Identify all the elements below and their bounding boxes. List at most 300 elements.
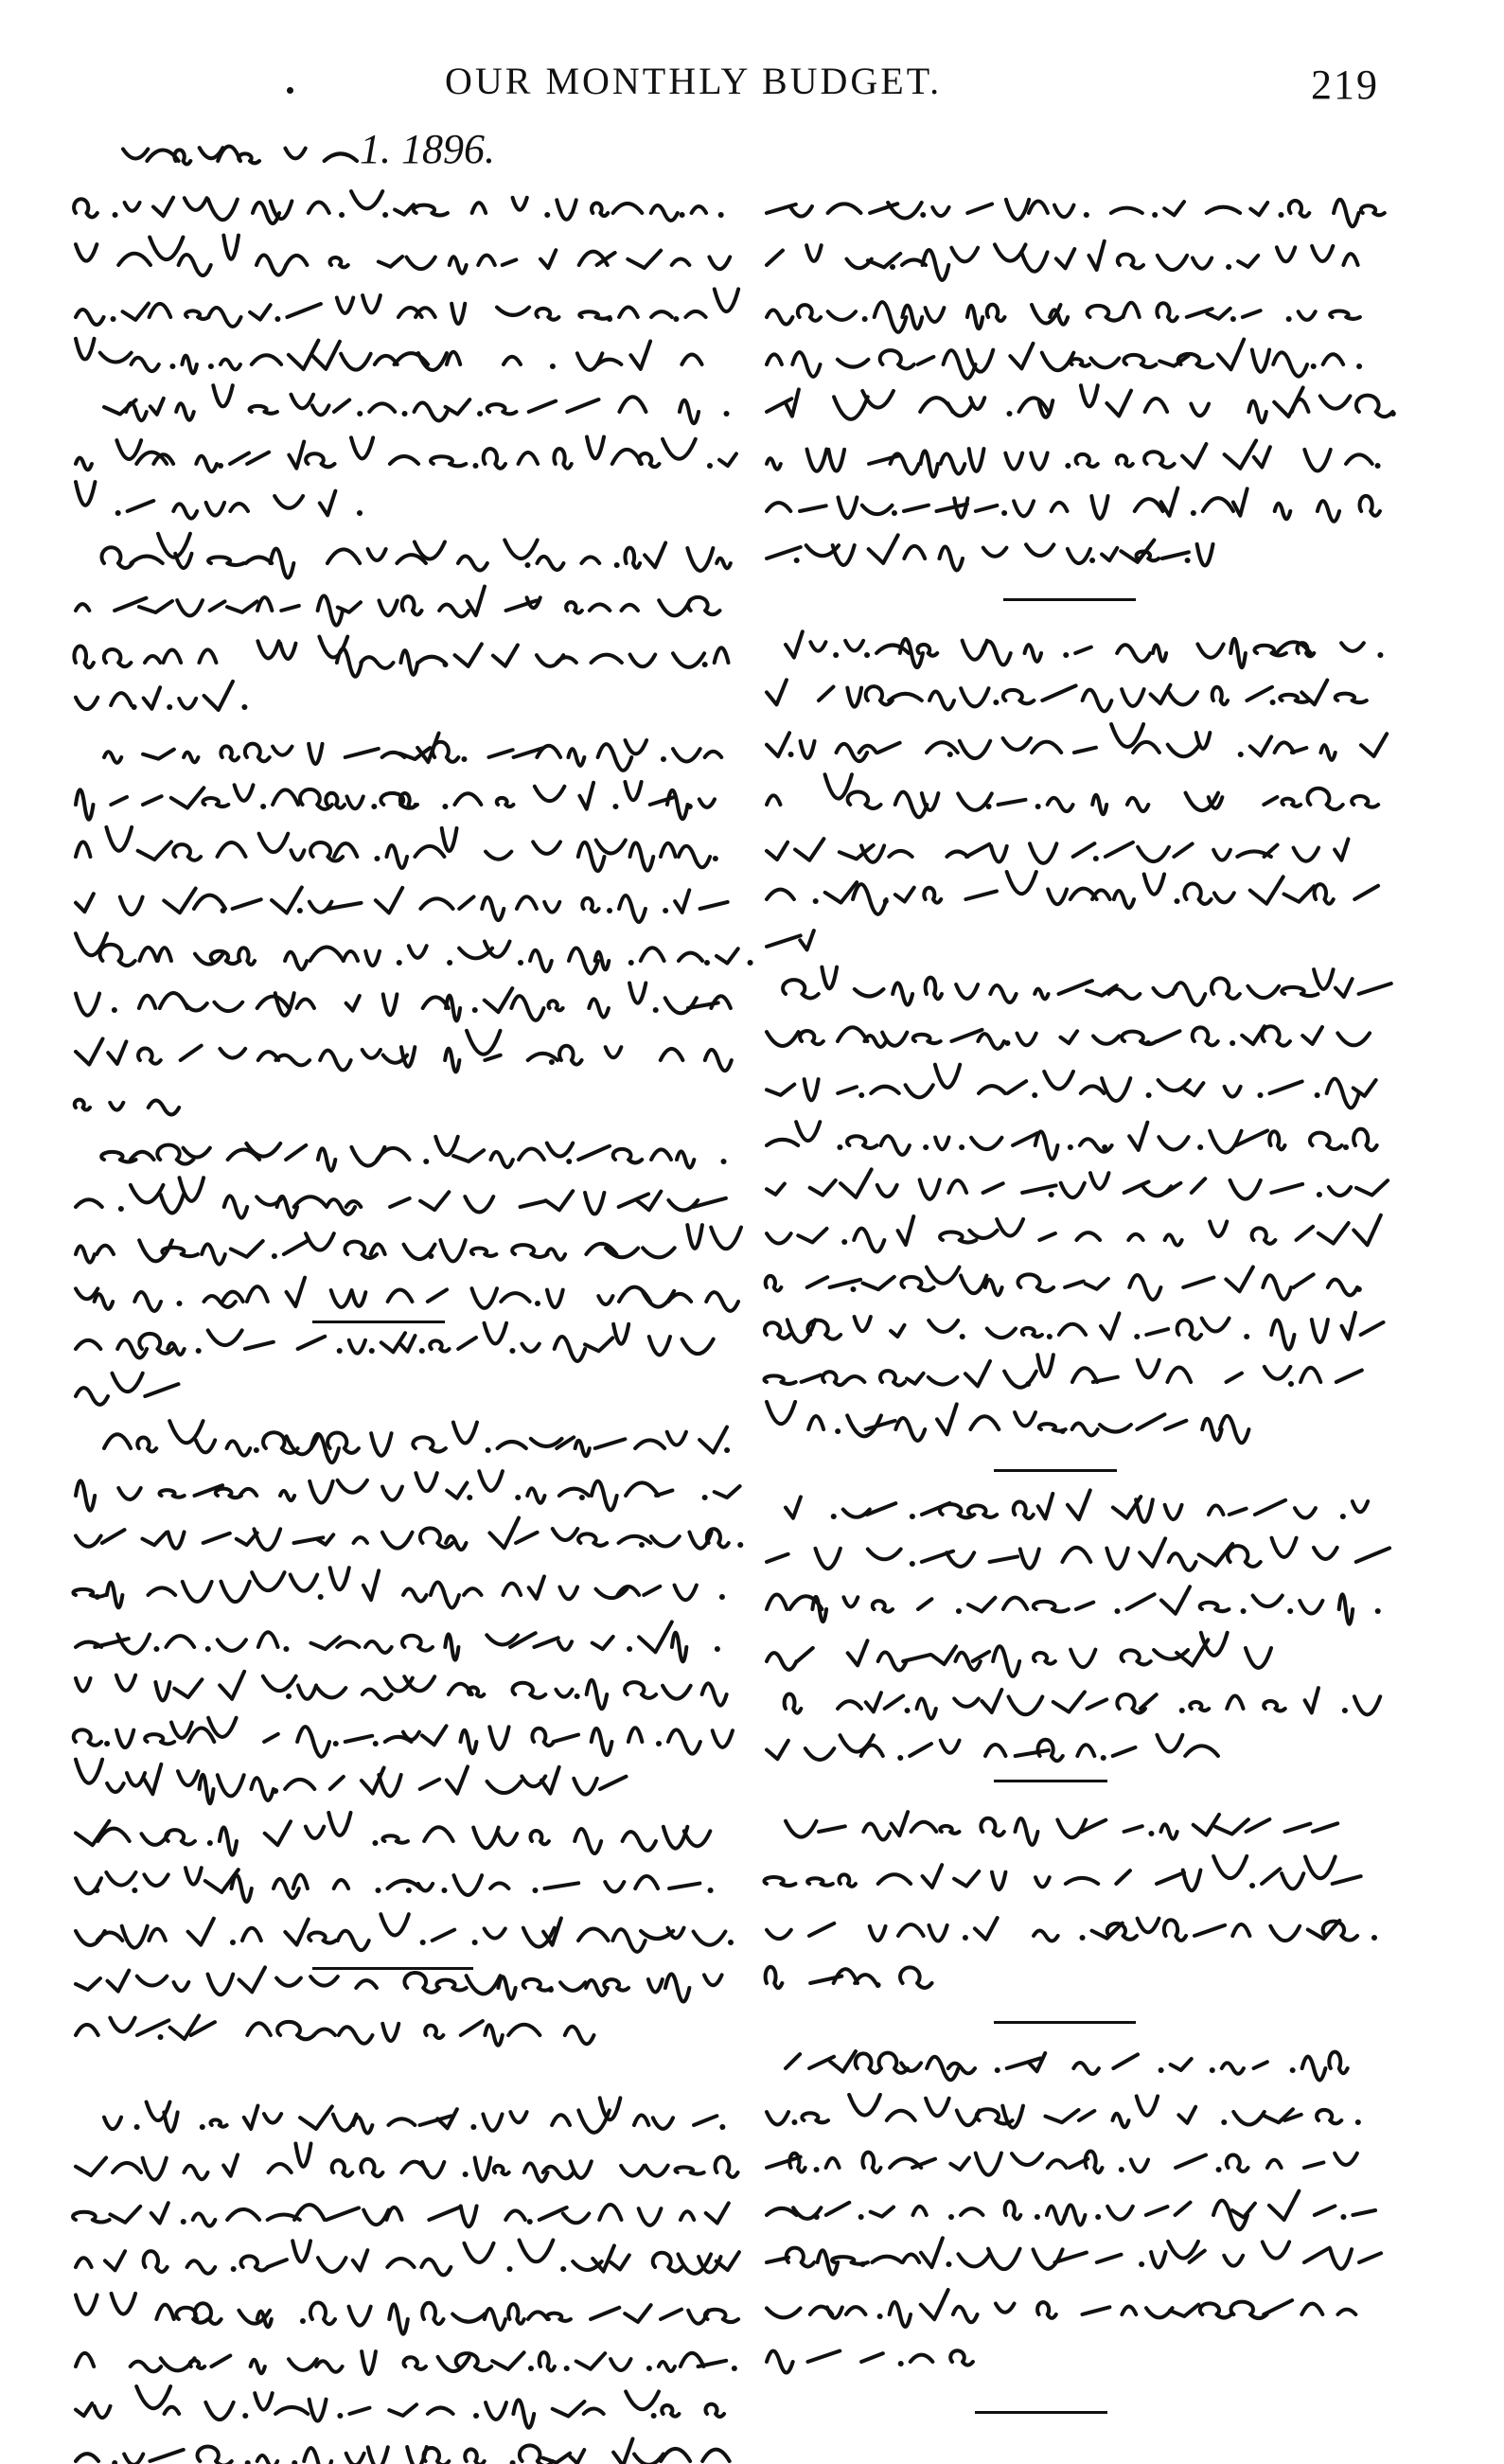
shorthand-stroke bbox=[612, 450, 642, 464]
shorthand-stroke bbox=[706, 2203, 729, 2223]
shorthand-stroke bbox=[1230, 639, 1246, 668]
shorthand-stroke bbox=[1354, 1215, 1381, 1246]
shorthand-stroke bbox=[1323, 1922, 1357, 1941]
shorthand-stroke bbox=[137, 2020, 168, 2035]
shorthand-stroke bbox=[430, 1340, 449, 1351]
shorthand-stroke bbox=[1072, 1424, 1098, 1436]
shorthand-stroke bbox=[766, 1967, 783, 1988]
shorthand-stroke bbox=[767, 2350, 793, 2372]
shorthand-stroke bbox=[199, 649, 216, 663]
shorthand-stroke bbox=[826, 2203, 849, 2215]
shorthand-stroke bbox=[418, 353, 447, 370]
shorthand-dot bbox=[111, 316, 116, 322]
shorthand-stroke bbox=[941, 1741, 960, 1753]
shorthand-stroke bbox=[498, 1834, 517, 1845]
shorthand-dot bbox=[986, 804, 992, 809]
shorthand-stroke bbox=[149, 1100, 179, 1114]
shorthand-stroke bbox=[485, 1323, 507, 1344]
shorthand-stroke bbox=[1017, 1034, 1035, 1046]
shorthand-stroke bbox=[1230, 1180, 1261, 1199]
shorthand-stroke bbox=[459, 896, 473, 909]
shorthand-stroke bbox=[268, 2260, 287, 2267]
shorthand-stroke bbox=[433, 742, 458, 762]
shorthand-stroke bbox=[467, 1031, 500, 1055]
shorthand-stroke bbox=[291, 850, 304, 860]
shorthand-dot bbox=[737, 1542, 743, 1548]
shorthand-stroke bbox=[1341, 1313, 1354, 1339]
shorthand-stroke bbox=[316, 2361, 342, 2372]
shorthand-stroke bbox=[595, 1439, 626, 1448]
shorthand-stroke bbox=[628, 1728, 642, 1742]
shorthand-dot bbox=[423, 1159, 429, 1164]
shorthand-stroke bbox=[404, 1973, 439, 1993]
shorthand-stroke bbox=[715, 1486, 740, 1498]
shorthand-stroke bbox=[1167, 1368, 1191, 1382]
shorthand-stroke bbox=[1263, 2242, 1289, 2258]
shorthand-stroke bbox=[767, 733, 789, 756]
shorthand-dot bbox=[814, 2167, 820, 2172]
shorthand-stroke bbox=[188, 1728, 214, 1742]
shorthand-stroke bbox=[102, 1530, 125, 1543]
shorthand-stroke bbox=[1184, 883, 1211, 903]
shorthand-stroke bbox=[1157, 1872, 1184, 1884]
shorthand-stroke bbox=[493, 646, 518, 666]
shorthand-stroke bbox=[318, 595, 343, 625]
shorthand-stroke bbox=[619, 308, 638, 317]
shorthand-dot bbox=[486, 1447, 491, 1453]
shorthand-stroke bbox=[619, 397, 646, 412]
shorthand-stroke bbox=[554, 1735, 578, 1742]
shorthand-stroke bbox=[976, 505, 998, 511]
running-title: OUR MONTHLY BUDGET. bbox=[445, 60, 943, 102]
shorthand-stroke bbox=[1075, 647, 1091, 653]
shorthand-stroke bbox=[790, 206, 812, 217]
shorthand-stroke bbox=[613, 1149, 643, 1163]
shorthand-stroke bbox=[610, 2359, 630, 2370]
shorthand-stroke bbox=[1165, 1234, 1182, 1245]
shorthand-stroke bbox=[582, 898, 598, 912]
shorthand-stroke bbox=[497, 798, 514, 807]
shorthand-stroke bbox=[1021, 252, 1047, 271]
shorthand-stroke bbox=[999, 800, 1026, 805]
shorthand-stroke bbox=[1092, 890, 1110, 899]
shorthand-stroke bbox=[454, 793, 481, 805]
shorthand-stroke bbox=[312, 405, 329, 415]
shorthand-stroke bbox=[464, 1588, 481, 1595]
shorthand-stroke bbox=[1254, 2062, 1267, 2068]
shorthand-stroke bbox=[1037, 1355, 1053, 1376]
shorthand-dot bbox=[1047, 1334, 1053, 1339]
shorthand-stroke bbox=[717, 948, 738, 963]
shorthand-stroke bbox=[1019, 398, 1049, 412]
shorthand-stroke bbox=[1137, 2096, 1158, 2115]
shorthand-stroke bbox=[544, 902, 559, 913]
shorthand-dot bbox=[1230, 316, 1236, 322]
shorthand-dot bbox=[420, 1940, 426, 1945]
shorthand-stroke bbox=[300, 2106, 332, 2129]
shorthand-stroke bbox=[173, 504, 197, 518]
shorthand-stroke bbox=[767, 1930, 791, 1939]
shorthand-stroke bbox=[1178, 2107, 1195, 2123]
shorthand-stroke bbox=[1361, 734, 1387, 756]
shorthand-stroke bbox=[464, 2243, 493, 2262]
shorthand-stroke bbox=[918, 1599, 931, 1609]
shorthand-stroke bbox=[471, 1288, 497, 1308]
shorthand-stroke bbox=[992, 1872, 1005, 1889]
shorthand-stroke bbox=[309, 744, 322, 764]
shorthand-stroke bbox=[967, 350, 993, 372]
shorthand-stroke bbox=[767, 251, 783, 265]
shorthand-stroke bbox=[1353, 2210, 1375, 2215]
shorthand-stroke bbox=[346, 996, 360, 1011]
shorthand-stroke bbox=[208, 200, 238, 221]
shorthand-stroke bbox=[136, 2386, 170, 2408]
shorthand-stroke bbox=[220, 1672, 244, 1699]
shorthand-stroke bbox=[1035, 1877, 1050, 1887]
shorthand-stroke bbox=[822, 967, 837, 989]
shorthand-dot bbox=[661, 756, 666, 762]
shorthand-dot bbox=[532, 1888, 538, 1893]
shorthand-dot bbox=[1179, 1708, 1185, 1713]
shorthand-stroke bbox=[535, 787, 565, 801]
shorthand-stroke bbox=[558, 1641, 572, 1650]
shorthand-stroke bbox=[221, 360, 240, 370]
shorthand-stroke bbox=[1006, 200, 1029, 220]
shorthand-stroke bbox=[997, 1219, 1023, 1236]
shorthand-stroke bbox=[76, 933, 107, 955]
shorthand-stroke bbox=[1262, 1026, 1290, 1045]
shorthand-stroke bbox=[1320, 745, 1335, 760]
shorthand-stroke bbox=[208, 1330, 242, 1345]
shorthand-stroke bbox=[663, 1686, 691, 1699]
shorthand-stroke bbox=[1336, 979, 1353, 997]
shorthand-stroke bbox=[424, 1827, 453, 1841]
shorthand-stroke bbox=[1210, 1221, 1227, 1236]
shorthand-dot bbox=[707, 463, 713, 469]
shorthand-dot bbox=[286, 1693, 292, 1699]
shorthand-stroke bbox=[104, 649, 132, 666]
shorthand-stroke bbox=[513, 1683, 546, 1698]
shorthand-stroke bbox=[1209, 1505, 1224, 1515]
shorthand-stroke bbox=[639, 2208, 662, 2225]
shorthand-stroke bbox=[176, 403, 194, 420]
shorthand-dot bbox=[477, 411, 483, 417]
shorthand-stroke bbox=[679, 953, 702, 961]
shorthand-stroke bbox=[124, 2454, 143, 2464]
shorthand-stroke bbox=[1086, 2152, 1103, 2173]
shorthand-dot bbox=[680, 212, 685, 218]
shorthand-stroke bbox=[789, 2154, 805, 2172]
shorthand-stroke bbox=[1135, 499, 1163, 511]
shorthand-stroke bbox=[206, 503, 224, 516]
shorthand-stroke bbox=[185, 198, 207, 210]
shorthand-stroke bbox=[982, 1690, 1001, 1712]
shorthand-stroke bbox=[598, 1296, 612, 1304]
shorthand-stroke bbox=[685, 311, 705, 317]
shorthand-dot bbox=[850, 1286, 856, 1292]
shorthand-stroke bbox=[1015, 1412, 1035, 1426]
shorthand-stroke bbox=[1191, 404, 1209, 417]
shorthand-stroke bbox=[111, 693, 132, 705]
shorthand-stroke bbox=[326, 793, 345, 808]
shorthand-dot bbox=[1226, 264, 1231, 270]
shorthand-stroke bbox=[1138, 847, 1169, 861]
shorthand-stroke bbox=[1272, 1538, 1297, 1557]
shorthand-stroke bbox=[1330, 2249, 1352, 2269]
shorthand-stroke bbox=[626, 1482, 658, 1496]
section-divider-right-3 bbox=[994, 1780, 1107, 1782]
shorthand-stroke bbox=[76, 894, 94, 912]
shorthand-stroke bbox=[838, 1701, 861, 1709]
shorthand-stroke bbox=[613, 204, 643, 213]
shorthand-stroke bbox=[132, 358, 159, 371]
shorthand-stroke bbox=[498, 1442, 526, 1448]
shorthand-stroke bbox=[216, 1489, 241, 1498]
shorthand-stroke bbox=[471, 1249, 496, 1256]
right-column-shorthand bbox=[764, 200, 1395, 2373]
shorthand-dot bbox=[1241, 1608, 1247, 1614]
shorthand-dot bbox=[724, 411, 730, 417]
shorthand-stroke bbox=[1168, 2242, 1198, 2259]
shorthand-stroke bbox=[310, 1977, 338, 1986]
shorthand-stroke bbox=[113, 2163, 141, 2172]
shorthand-stroke bbox=[295, 2144, 310, 2167]
shorthand-stroke bbox=[592, 1481, 617, 1511]
shorthand-stroke bbox=[659, 600, 690, 615]
shorthand-stroke bbox=[948, 1180, 966, 1193]
shorthand-dot bbox=[318, 1594, 324, 1600]
shorthand-stroke bbox=[184, 753, 198, 763]
shorthand-stroke bbox=[363, 1050, 380, 1058]
shorthand-stroke bbox=[1233, 2112, 1265, 2125]
shorthand-stroke bbox=[1034, 1602, 1069, 1612]
shorthand-dot bbox=[441, 1888, 447, 1893]
shorthand-stroke bbox=[705, 2404, 724, 2417]
shorthand-dot bbox=[419, 1348, 425, 1354]
shorthand-stroke bbox=[529, 401, 556, 412]
shorthand-stroke bbox=[715, 289, 738, 311]
shorthand-stroke bbox=[389, 2404, 416, 2416]
shorthand-stroke bbox=[161, 1195, 184, 1213]
shorthand-stroke bbox=[388, 2118, 415, 2125]
shorthand-dot bbox=[858, 1092, 864, 1098]
shorthand-stroke bbox=[961, 688, 988, 706]
shorthand-stroke bbox=[111, 797, 127, 805]
shorthand-stroke bbox=[368, 2447, 388, 2464]
shorthand-stroke bbox=[823, 1372, 844, 1385]
shorthand-stroke bbox=[1200, 1603, 1230, 1611]
shorthand-dot bbox=[1356, 1286, 1362, 1292]
shorthand-stroke bbox=[553, 1529, 577, 1540]
shorthand-stroke bbox=[983, 1183, 1003, 1193]
shorthand-stroke bbox=[292, 2241, 310, 2261]
shorthand-stroke bbox=[1076, 454, 1098, 467]
shorthand-stroke bbox=[272, 887, 302, 913]
shorthand-stroke bbox=[855, 989, 884, 997]
shorthand-stroke bbox=[516, 1533, 538, 1543]
shorthand-dot bbox=[461, 756, 467, 762]
shorthand-stroke bbox=[76, 1678, 91, 1692]
shorthand-stroke bbox=[416, 308, 435, 317]
shorthand-stroke bbox=[196, 1440, 215, 1452]
shorthand-stroke bbox=[560, 1982, 585, 1991]
shorthand-stroke bbox=[490, 1152, 512, 1167]
shorthand-stroke bbox=[702, 2450, 730, 2461]
shorthand-dot bbox=[612, 804, 618, 809]
shorthand-dot bbox=[708, 1888, 714, 1893]
shorthand-stroke bbox=[1102, 1078, 1130, 1101]
shorthand-stroke bbox=[102, 547, 133, 568]
shorthand-stroke bbox=[400, 650, 417, 675]
shorthand-stroke bbox=[1158, 256, 1187, 270]
shorthand-stroke bbox=[528, 2312, 547, 2319]
shorthand-stroke bbox=[592, 1728, 612, 1755]
shorthand-stroke bbox=[1126, 1594, 1154, 1609]
shorthand-dot bbox=[1340, 2214, 1346, 2220]
shorthand-stroke bbox=[622, 605, 638, 611]
shorthand-stroke bbox=[893, 983, 912, 1004]
shorthand-stroke bbox=[379, 1775, 400, 1797]
shorthand-stroke bbox=[798, 1229, 826, 1243]
shorthand-stroke bbox=[843, 1597, 858, 1606]
shorthand-stroke bbox=[475, 2157, 491, 2179]
shorthand-stroke bbox=[1042, 685, 1075, 700]
shorthand-dot bbox=[472, 1940, 478, 1945]
shorthand-stroke bbox=[898, 1924, 924, 1936]
shorthand-dot bbox=[1221, 2119, 1227, 2125]
shorthand-stroke bbox=[597, 360, 621, 364]
shorthand-dot bbox=[1102, 1144, 1107, 1150]
shorthand-stroke bbox=[351, 437, 373, 458]
shorthand-stroke bbox=[971, 1138, 1001, 1149]
shorthand-dot bbox=[1355, 2119, 1361, 2125]
shorthand-stroke bbox=[929, 1925, 947, 1941]
shorthand-stroke bbox=[222, 1292, 243, 1302]
shorthand-stroke bbox=[1077, 1745, 1094, 1756]
shorthand-stroke bbox=[1082, 2307, 1109, 2314]
shorthand-stroke bbox=[969, 449, 984, 471]
shorthand-stroke bbox=[418, 657, 445, 663]
shorthand-stroke bbox=[855, 1317, 871, 1331]
shorthand-stroke bbox=[661, 843, 676, 857]
shorthand-stroke bbox=[239, 153, 259, 163]
shorthand-stroke bbox=[1035, 1131, 1058, 1159]
shorthand-dot bbox=[245, 2460, 251, 2464]
shorthand-stroke bbox=[1164, 202, 1184, 215]
shorthand-stroke bbox=[1010, 344, 1033, 369]
shorthand-stroke bbox=[700, 902, 728, 909]
shorthand-stroke bbox=[100, 945, 135, 966]
shorthand-stroke bbox=[1048, 798, 1073, 811]
shorthand-stroke bbox=[540, 250, 556, 268]
shorthand-stroke bbox=[363, 2210, 388, 2225]
shorthand-stroke bbox=[1222, 2063, 1244, 2074]
shorthand-stroke bbox=[1197, 644, 1223, 657]
shorthand-stroke bbox=[286, 1145, 306, 1160]
shorthand-stroke bbox=[954, 1871, 979, 1887]
shorthand-dot bbox=[960, 1334, 965, 1339]
shorthand-stroke bbox=[351, 191, 382, 208]
shorthand-stroke bbox=[1081, 1086, 1104, 1093]
shorthand-stroke bbox=[1137, 1414, 1164, 1429]
shorthand-stroke bbox=[635, 1440, 664, 1448]
shorthand-stroke bbox=[1250, 877, 1283, 903]
shorthand-stroke bbox=[796, 1122, 820, 1141]
shorthand-stroke bbox=[531, 1831, 549, 1844]
shorthand-stroke bbox=[954, 498, 967, 517]
shorthand-stroke bbox=[76, 842, 90, 857]
shorthand-stroke bbox=[311, 1434, 339, 1462]
shorthand-dot bbox=[112, 2460, 117, 2464]
shorthand-stroke bbox=[1289, 201, 1309, 217]
shorthand-dot bbox=[153, 1646, 159, 1652]
shorthand-stroke bbox=[926, 2099, 949, 2117]
shorthand-stroke bbox=[559, 1489, 589, 1496]
shorthand-stroke bbox=[767, 680, 787, 704]
shorthand-stroke bbox=[717, 558, 731, 569]
shorthand-stroke bbox=[1177, 1320, 1201, 1338]
shorthand-stroke bbox=[413, 1437, 446, 1451]
shorthand-stroke bbox=[667, 790, 688, 819]
shorthand-stroke bbox=[970, 398, 984, 409]
shorthand-stroke bbox=[644, 1587, 660, 1595]
shorthand-dot bbox=[274, 316, 280, 322]
shorthand-stroke bbox=[797, 1648, 812, 1661]
shorthand-stroke bbox=[767, 1233, 791, 1243]
shorthand-stroke bbox=[531, 1439, 562, 1446]
shorthand-stroke bbox=[1159, 356, 1188, 366]
shorthand-stroke bbox=[275, 2407, 308, 2414]
shorthand-stroke bbox=[1230, 1509, 1247, 1515]
shorthand-dot bbox=[1258, 1092, 1264, 1098]
shorthand-stroke bbox=[1076, 1232, 1100, 1240]
shorthand-dot bbox=[406, 1888, 412, 1893]
shorthand-dot bbox=[833, 652, 839, 658]
shorthand-stroke bbox=[871, 1087, 899, 1093]
shorthand-stroke bbox=[767, 2112, 788, 2124]
shorthand-stroke bbox=[1008, 1081, 1027, 1093]
shorthand-stroke bbox=[406, 257, 434, 270]
shorthand-stroke bbox=[641, 948, 664, 961]
shorthand-stroke bbox=[913, 1035, 941, 1043]
shorthand-stroke bbox=[910, 1744, 931, 1756]
shorthand-stroke bbox=[819, 1826, 845, 1832]
shorthand-stroke bbox=[418, 1884, 433, 1891]
shorthand-stroke bbox=[785, 1693, 802, 1712]
shorthand-stroke bbox=[76, 310, 104, 325]
shorthand-stroke bbox=[764, 1375, 795, 1384]
shorthand-stroke bbox=[1129, 1123, 1147, 1150]
shorthand-dot bbox=[963, 1935, 968, 1941]
shorthand-stroke bbox=[1277, 247, 1295, 261]
shorthand-stroke bbox=[767, 2157, 801, 2168]
shorthand-stroke bbox=[659, 2362, 675, 2371]
shorthand-dot bbox=[898, 2361, 904, 2367]
shorthand-stroke bbox=[680, 400, 699, 424]
shorthand-stroke bbox=[1174, 843, 1192, 857]
shorthand-stroke bbox=[198, 2446, 232, 2464]
shorthand-stroke bbox=[809, 1923, 834, 1936]
shorthand-dot bbox=[1089, 558, 1095, 563]
shorthand-stroke bbox=[164, 889, 195, 913]
shorthand-stroke bbox=[950, 2157, 969, 2170]
shorthand-stroke bbox=[402, 596, 422, 614]
shorthand-stroke bbox=[139, 996, 155, 1008]
shorthand-stroke bbox=[1295, 1508, 1316, 1517]
shorthand-stroke bbox=[452, 2314, 485, 2322]
shorthand-stroke bbox=[104, 1434, 131, 1448]
shorthand-stroke bbox=[713, 1730, 733, 1747]
